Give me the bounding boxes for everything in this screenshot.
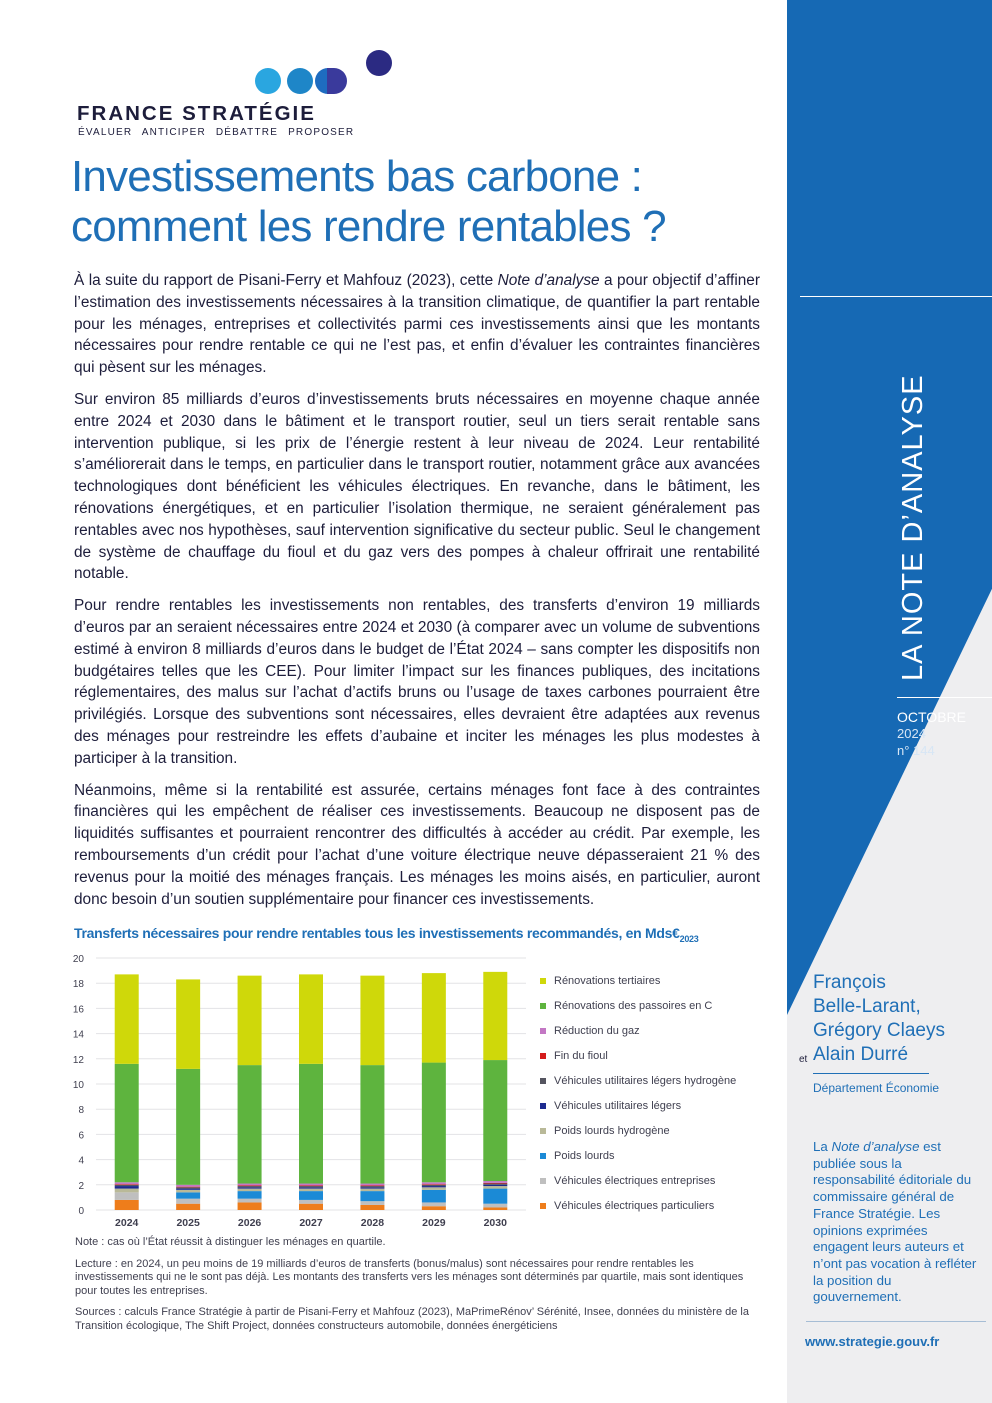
bar-segment <box>299 1204 323 1210</box>
bar-segment <box>238 1186 262 1187</box>
bar-segment <box>422 1182 446 1184</box>
bar-segment <box>238 1191 262 1199</box>
bar-segment <box>422 1202 446 1206</box>
paragraph-3: Pour rendre rentables les investissements non rentables, des transferts d’environ 19 milliards d’euros par an seraient nécessaires entre 2024 et 2030 (à comparer avec un volume de subventions estimé à environ 8 milliards d’euros dans le budget de l’État 2024 – sans compter les dispositifs non budgétaires telles que les CEE). Pour limiter l’impact sur les finances publiques, des incitations réglementaires, des malus sur l’achat d’actifs bruns ou l’usage de taxes carbones pourraient être privilégiés. Lorsque des subventions sont nécessaires, elles devraient être adaptées aux revenus des ménages pour restreindre les effets d’aubaine et inciter les ménages les plus modestes à participer à la transition. <box>74 597 760 767</box>
legend-item <box>540 1143 780 1168</box>
bar-segment <box>238 1184 262 1186</box>
publication-notice-emphasis: Note d’analyse <box>831 1139 920 1154</box>
paragraph-1 <box>74 270 760 379</box>
issue-month: OCTOBRE <box>897 709 966 725</box>
legend-swatch <box>540 1178 546 1184</box>
bar-segment <box>483 1207 507 1210</box>
bar-segment <box>176 1192 200 1198</box>
page-title <box>71 152 771 252</box>
authors-divider <box>813 1073 929 1074</box>
bar-segment <box>238 1202 262 1210</box>
bar-segment <box>422 1206 446 1210</box>
authors <box>799 971 945 1067</box>
publication-notice-end: est publiée sous la responsabilité éditoriale du commissaire général de France Stratégie. Les opinions exprimées engagent leurs auteurs et n’ont pas vocation à refléter la position du gouvernement. <box>813 1139 977 1305</box>
chart-title-subscript: 2023 <box>679 933 699 944</box>
bar-segment <box>360 1065 384 1183</box>
y-tick-label: 12 <box>72 1054 84 1066</box>
publication-notice <box>813 1139 983 1306</box>
legend-label: Poids lourds hydrogène <box>554 1124 670 1137</box>
bar-segment <box>483 1189 507 1204</box>
bar-segment <box>422 973 446 1062</box>
author-line-1: François <box>813 972 886 993</box>
author-line-3: Grégory Claeys <box>813 1020 945 1041</box>
bar-segment <box>483 1185 507 1186</box>
bar-segment <box>115 1192 139 1200</box>
bar-segment <box>299 1187 323 1188</box>
y-tick-label: 14 <box>72 1029 84 1041</box>
bar-segment <box>483 1060 507 1181</box>
bar-segment <box>299 1189 323 1192</box>
bar-segment <box>238 1065 262 1183</box>
chart-legend <box>540 968 780 1218</box>
logo-name: FRANCE STRATÉGIE <box>77 102 316 125</box>
paragraph-1-emphasis: Note d’analyse <box>497 272 600 289</box>
bar-segment <box>115 1186 139 1189</box>
legend-item <box>540 1068 780 1093</box>
legend-item <box>540 1093 780 1118</box>
legend-label: Véhicules électriques entreprises <box>554 1174 716 1187</box>
bar-segment <box>422 1187 446 1190</box>
legend-item <box>540 1043 780 1068</box>
bar-segment <box>483 1204 507 1208</box>
bar-segment <box>115 1184 139 1185</box>
summary-body <box>74 270 760 920</box>
bar-segment <box>422 1184 446 1185</box>
bar-segment <box>176 979 200 1068</box>
issue-year: 2024 <box>897 726 926 741</box>
bar-segment <box>299 1200 323 1204</box>
y-tick-label: 4 <box>78 1155 84 1167</box>
legend-swatch <box>540 1028 546 1034</box>
legend-swatch <box>540 1003 546 1009</box>
legend-swatch <box>540 978 546 984</box>
bar-segment <box>299 974 323 1063</box>
legend-swatch <box>540 1103 546 1109</box>
x-tick-label: 2029 <box>422 1217 446 1229</box>
bar-segment <box>176 1185 200 1187</box>
legend-swatch <box>540 1078 546 1084</box>
bar-segment <box>238 1187 262 1188</box>
x-tick-label: 2026 <box>237 1217 262 1229</box>
bar-segment <box>422 1186 446 1187</box>
paragraph-2: Sur environ 85 milliards d’euros d’investissements bruts nécessaires en moyenne chaque année entre 2024 et 2030 dans le bâtiment et le transport routier, seul un tiers serait rentable sans intervention publique, si les prix de l’énergie restent à leur niveau de 2024. Leur rentabilité s’améliorerait dans le temps, en particulier dans le transport routier, notamment grâce aux avancées technologiques dont bénéficient les véhicules électriques. En revanche, dans le bâtiment, les rénovations énergétiques, et en particulier l’isolation thermique, ne seraient généralement pas rentables avec nos hypothèses, sauf intervention significative du secteur public. Seul le changement de système de chauffage du fioul et du gaz vers des pompes à chaleur offrirait une rentabilité notable. <box>74 390 760 583</box>
chart-title <box>74 925 774 944</box>
chart-sources: Sources : calculs France Stratégie à partir de Pisani-Ferry et Mahfouz (2023), MaPrimeRénov’ Sérénité, Insee, données du ministère de la Transition écologique, The Shift Project, données constructeurs automobile, données énergéticiens <box>75 1306 749 1332</box>
bar-segment <box>483 1181 507 1183</box>
authors-conjunction: et <box>799 1054 808 1065</box>
bar-segment <box>483 1186 507 1189</box>
y-tick-label: 16 <box>72 1004 84 1016</box>
legend-item <box>540 1018 780 1043</box>
bar-segment <box>238 976 262 1065</box>
y-tick-label: 20 <box>72 954 84 965</box>
bar-segment <box>360 1201 384 1205</box>
bar-segment <box>299 1185 323 1186</box>
legend-label: Rénovations tertiaires <box>554 974 661 987</box>
bar-segment <box>483 1184 507 1185</box>
x-tick-label: 2028 <box>360 1217 385 1229</box>
issue-number: n° 144 <box>897 743 935 758</box>
legend-swatch <box>540 1053 546 1059</box>
sidebar-divider-top <box>800 296 992 297</box>
bar-segment <box>176 1189 200 1190</box>
department: Département Économie <box>813 1081 940 1095</box>
bar-segment <box>299 1064 323 1184</box>
bar-segment <box>176 1199 200 1204</box>
bar-segment <box>483 972 507 1060</box>
bar-segment <box>176 1069 200 1185</box>
legend-label: Poids lourds <box>554 1149 615 1162</box>
bar-segment <box>422 1190 446 1203</box>
bar-segment <box>176 1204 200 1210</box>
bar-segment <box>115 1185 139 1186</box>
x-tick-label: 2024 <box>115 1217 139 1229</box>
legend-item <box>540 1168 780 1193</box>
bar-segment <box>360 1205 384 1210</box>
bar-segment <box>360 1191 384 1201</box>
bar-segment <box>483 1183 507 1184</box>
bar-segment <box>360 1185 384 1186</box>
bar-segment <box>115 974 139 1063</box>
legend-label: Réduction du gaz <box>554 1024 640 1037</box>
paragraph-1-end: a pour objectif d’affiner l’estimation des investissements nécessaires à la transition climatique, de quantifier la part rentable pour les ménages, entreprises et collectivités parmi ces investissements ainsi que les montants nécessaires pour rendre rentable ce qui ne l’est pas, et enfin d’évaluer les contraintes financières qui pèsent sur les ménages. <box>74 272 760 377</box>
bar-segment <box>115 1189 139 1193</box>
bar-segment <box>422 1185 446 1186</box>
publication-notice-start: La <box>813 1139 832 1154</box>
legend-item <box>540 993 780 1018</box>
author-line-4: Alain Durré <box>813 1044 909 1065</box>
chart-title-main: Transferts nécessaires pour rendre rentables tous les investissements recommandés, en Mds€ <box>74 925 680 941</box>
legend-label: Véhicules utilitaires légers hydrogène <box>554 1074 737 1087</box>
y-tick-label: 6 <box>78 1130 84 1142</box>
paragraph-4: Néanmoins, même si la rentabilité est assurée, certains ménages font face à des contraintes financières qui les empêchent de réaliser ces investissements. Beaucoup ne disposent pas de liquidités suffisantes et pourraient rencontrer des difficultés à accéder au crédit. Par exemple, les remboursements d’un crédit pour l’achat d’une voiture électrique neuve dépasseraient 21 % des revenus pour la moitié des ménages français. Les ménages les moins aisés, en particulier, auront donc besoin d’un soutien supplémentaire pour financer ces investissements. <box>74 781 760 908</box>
bar-segment <box>299 1184 323 1186</box>
stacked-bar-chart <box>56 948 526 1233</box>
paragraph-1-start: À la suite du rapport de Pisani-Ferry et Mahfouz (2023), cette <box>74 272 498 289</box>
logo-dots-icon <box>255 50 395 94</box>
url-divider <box>806 1321 986 1322</box>
title-line-2: comment les rendre rentables ? <box>71 202 666 251</box>
legend-item <box>540 1118 780 1143</box>
bar-segment <box>176 1187 200 1188</box>
x-tick-label: 2027 <box>299 1217 323 1229</box>
bar-segment <box>176 1190 200 1193</box>
bar-segment <box>360 1189 384 1192</box>
bar-segment <box>115 1064 139 1182</box>
y-tick-label: 0 <box>78 1206 84 1217</box>
chart-reading: Lecture : en 2024, un peu moins de 19 milliards d’euros de transferts (bonus/malus) sont nécessaires pour rendre rentables les investissements qui ne le sont pas déjà. Les montants des transferts vers les ménages sont déterminés par quartile, mais sont identiques pour toutes les entreprises. <box>75 1257 744 1297</box>
bar-segment <box>238 1199 262 1203</box>
france-strategie-logo[interactable] <box>77 44 367 144</box>
sidebar-divider-date <box>897 697 992 698</box>
x-tick-label: 2025 <box>176 1217 200 1229</box>
bar-segment <box>360 976 384 1065</box>
bar-segment <box>238 1185 262 1186</box>
legend-swatch <box>540 1128 546 1134</box>
legend-label: Véhicules électriques particuliers <box>554 1199 715 1212</box>
title-line-1: Investissements bas carbone : <box>71 152 643 201</box>
legend-label: Véhicules utilitaires légers <box>554 1099 682 1112</box>
logo-tagline: ÉVALUER ANTICIPER DÉBATTRE PROPOSER <box>78 127 355 138</box>
author-line-2: Belle-Larant, <box>813 996 921 1017</box>
legend-label: Rénovations des passoires en C <box>554 999 713 1012</box>
bar-segment <box>115 1200 139 1210</box>
series-title: LA NOTE D’ANALYSE <box>897 374 929 681</box>
bar-segment <box>115 1182 139 1184</box>
bar-segment <box>176 1187 200 1188</box>
x-tick-label: 2030 <box>483 1217 507 1229</box>
bar-segment <box>360 1184 384 1186</box>
legend-label: Fin du fioul <box>554 1049 608 1062</box>
bar-segment <box>299 1191 323 1200</box>
y-tick-label: 8 <box>78 1105 84 1117</box>
legend-item <box>540 968 780 993</box>
bar-segment <box>422 1063 446 1183</box>
chart-note: Note : cas où l’État réussit à distinguer les ménages en quartile. <box>75 1236 386 1248</box>
y-tick-label: 2 <box>78 1180 84 1192</box>
legend-swatch <box>540 1153 546 1159</box>
bar-segment <box>299 1186 323 1187</box>
bar-segment <box>238 1189 262 1192</box>
bar-segment <box>360 1187 384 1188</box>
bar-segment <box>360 1186 384 1187</box>
y-tick-label: 18 <box>72 979 84 991</box>
website-link[interactable]: www.strategie.gouv.fr <box>805 1334 940 1349</box>
legend-swatch <box>540 1203 546 1209</box>
y-tick-label: 10 <box>72 1080 84 1091</box>
legend-item <box>540 1193 780 1218</box>
chart-notes <box>75 1236 763 1341</box>
